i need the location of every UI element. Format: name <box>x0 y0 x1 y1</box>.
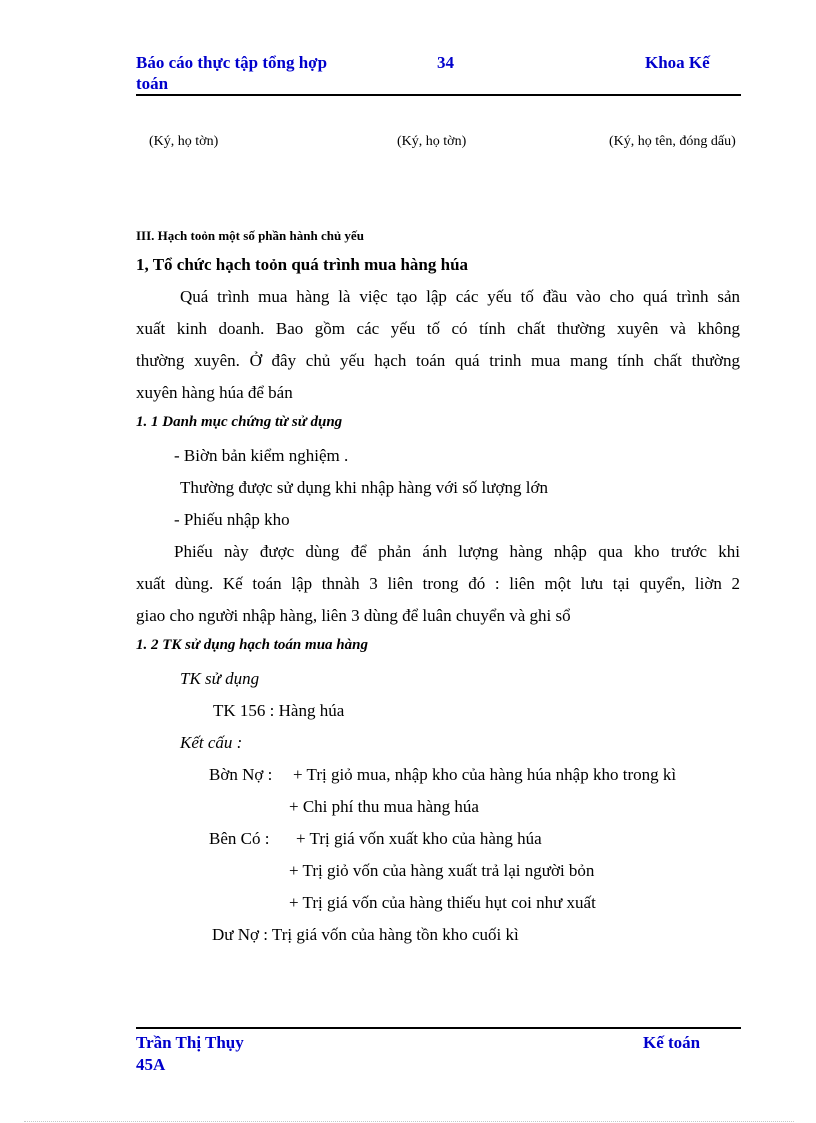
section-title: III. Hạch toỏn một số phần hành chủ yếu <box>136 228 364 243</box>
page-number: 34 <box>437 53 454 72</box>
list-item-bien-ban: - Biờn bản kiểm nghiệm . <box>174 446 349 465</box>
footer-rule <box>136 1027 741 1029</box>
signature-label-2: (Ký, họ tờn) <box>397 134 467 149</box>
ket-cau-label: Kết cấu : <box>180 733 243 752</box>
paragraph2-line2: xuất dùng. Kế toán lập thnàh 3 liên trong đó : liên một lưu tại quyển, liờn 2 <box>136 574 740 593</box>
signature-label-3: (Ký, họ tên, đóng dấu) <box>609 134 736 149</box>
paragraph1-line3: thường xuyên. Ở đây chủ yếu hạch toán quá trinh mua mang tính chất thường <box>136 351 740 370</box>
ben-no-item-1: + Trị giỏ mua, nhập kho của hàng húa nhập kho trong kì <box>293 765 677 784</box>
header-left-title: Báo cáo thực tập tổng hợp <box>136 53 328 72</box>
header-rule <box>136 94 741 96</box>
footer-right: Kế toán <box>643 1033 701 1052</box>
paragraph1-line1: Quá trình mua hàng là việc tạo lập các yếu tố đầu vào cho quá trình sản <box>180 287 740 306</box>
header-right-title: Khoa Kế <box>645 53 710 72</box>
header-left-title-cont: toán <box>136 74 169 93</box>
paragraph1-line4: xuyên hàng húa để bán <box>136 383 293 402</box>
ben-co-item-3: + Trị giá vốn của hàng thiếu hụt coi như xuất <box>289 893 596 912</box>
paragraph2-line3: giao cho người nhập hàng, liên 3 dùng để luân chuyển và ghi sổ <box>136 606 571 625</box>
list-item-note: Thường được sử dụng khi nhập hàng với số lượng lớn <box>180 478 548 497</box>
list-item-phieu-nhap-kho: - Phiếu nhập kho <box>174 510 290 529</box>
signature-label-1: (Ký, họ tờn) <box>149 134 219 149</box>
heading-1-2: 1. 2 TK sử dụng hạch toán mua hàng <box>136 637 368 653</box>
page-edge-divider <box>24 1121 794 1122</box>
ben-co-item-1: + Trị giá vốn xuất kho của hàng húa <box>296 829 542 848</box>
ben-no-label: Bờn Nợ : <box>209 765 273 784</box>
tk-su-dung-label: TK sử dụng <box>180 669 260 688</box>
footer-author: Trần Thị Thụy <box>136 1033 244 1052</box>
du-no-line: Dư Nợ : Trị giá vốn của hàng tồn kho cuối kì <box>212 925 519 944</box>
ben-no-item-2: + Chi phí thu mua hàng húa <box>289 797 479 816</box>
paragraph2-line1: Phiếu này được dùng để phản ánh lượng hàng nhập qua kho trước khi <box>174 542 740 561</box>
footer-class: 45A <box>136 1055 166 1074</box>
heading-1-1: 1. 1 Danh mục chứng từ sử dụng <box>136 414 343 430</box>
tk-156-line: TK 156 : Hàng húa <box>213 701 345 720</box>
subsection-title: 1, Tổ chức hạch toỏn quá trình mua hàng húa <box>136 255 469 274</box>
ben-co-label: Bên Có : <box>209 829 270 848</box>
ben-co-item-2: + Trị giỏ vốn của hàng xuất trả lại người bỏn <box>289 861 595 880</box>
paragraph1-line2: xuất kinh doanh. Bao gồm các yếu tố có tính chất thường xuyên và không <box>136 319 740 338</box>
